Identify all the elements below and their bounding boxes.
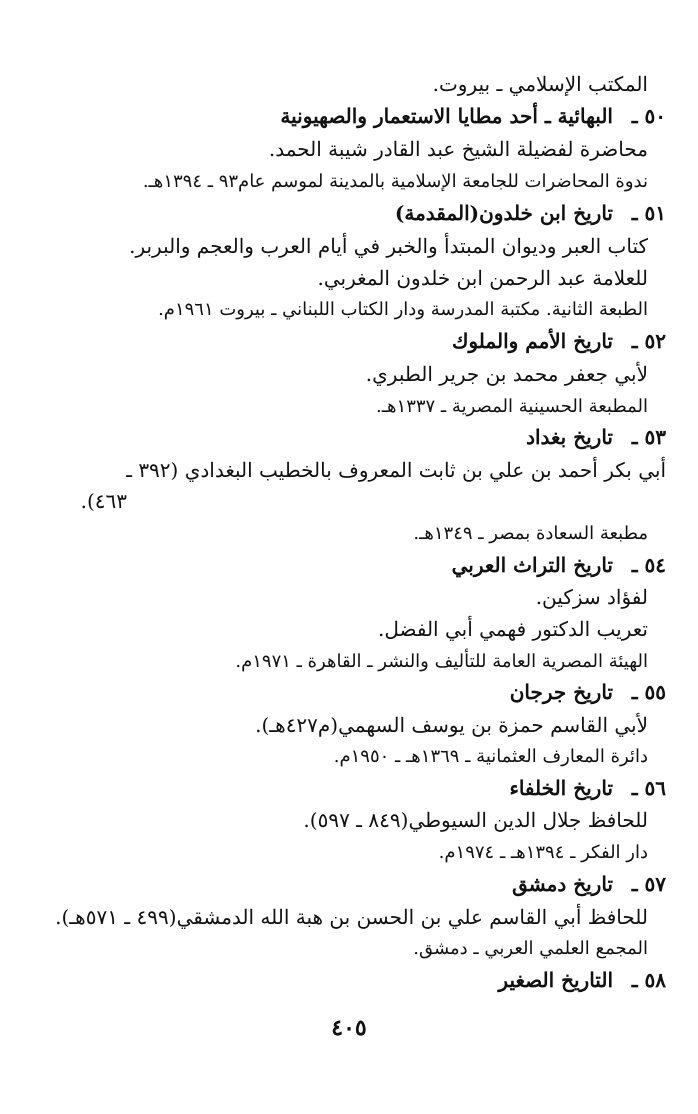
entry-number: ٥٦ ـ bbox=[631, 776, 666, 800]
text-line: تعريب الدكتور فهمي أبي الفضل. bbox=[378, 617, 648, 641]
page-number: ٤٠٥ bbox=[331, 1015, 367, 1041]
entry-title: تاريخ الخلفاء bbox=[509, 776, 613, 800]
text-line: أبي بكر أحمد بن علي بن ثابت المعروف بالخطيب البغدادي (٣٩٢ ـ bbox=[126, 458, 666, 482]
text-line: لأبي القاسم حمزة بن يوسف السهمي(م٤٢٧هـ). bbox=[255, 713, 648, 737]
entry-number: ٥٤ ـ bbox=[631, 553, 666, 577]
text-line: المكتب الإسلامي ـ بيروت. bbox=[432, 72, 648, 96]
entry-title: تاريخ بغداد bbox=[526, 425, 613, 449]
text-line: المطبعة الحسينية المصرية ـ ١٣٣٧هـ. bbox=[376, 396, 648, 417]
text-line: الطبعة الثانية. مكتبة المدرسة ودار الكتاب اللبناني ـ بيروت ١٩٦١م. bbox=[158, 299, 648, 320]
entry-title: تاريخ جرجان bbox=[509, 680, 613, 704]
text-line: دار الفكر ـ ١٣٩٤هـ ـ ١٩٧٤م. bbox=[438, 842, 648, 863]
text-line: للحافظ جلال الدين السيوطي(٨٤٩ ـ ٥٩٧). bbox=[303, 808, 648, 832]
entry-number: ٥٣ ـ bbox=[631, 425, 666, 449]
entry-number: ٥٢ ـ bbox=[631, 329, 666, 353]
text-line: ٤٦٣). bbox=[80, 489, 127, 513]
text-line: ندوة المحاضرات للجامعة الإسلامية بالمدينة لموسم عام٩٣ ـ ١٣٩٤هـ. bbox=[142, 171, 648, 192]
entry-title: تاريخ الأمم والملوك bbox=[451, 329, 613, 353]
entry-title: تاريخ التراث العربي bbox=[451, 553, 613, 577]
entry-title: التاريخ الصغير bbox=[498, 968, 613, 992]
text-line: للعلامة عبد الرحمن ابن خلدون المغربي. bbox=[317, 266, 648, 290]
text-line: مطبعة السعادة بمصر ـ ١٣٤٩هـ. bbox=[413, 523, 648, 544]
entry-number: ٥٨ ـ bbox=[631, 968, 666, 992]
entry-number: ٥١ ـ bbox=[631, 201, 666, 225]
entry-number: ٥٠ ـ bbox=[631, 104, 666, 128]
text-line: للحافظ أبي القاسم علي بن الحسن بن هبة الله الدمشقي(٤٩٩ ـ ٥٧١هـ). bbox=[55, 905, 648, 929]
text-line: لفؤاد سزكين. bbox=[535, 585, 648, 609]
text-line: دائرة المعارف العثمانية ـ ١٣٦٩هـ ـ ١٩٥٠م. bbox=[333, 746, 648, 767]
entry-title: تاريخ ابن خلدون(المقدمة) bbox=[394, 201, 613, 225]
text-line: كتاب العبر وديوان المبتدأ والخبر في أيام العرب والعجم والبربر. bbox=[129, 234, 648, 258]
entry-number: ٥٥ ـ bbox=[631, 680, 666, 704]
text-line: لأبي جعفر محمد بن جرير الطبري. bbox=[365, 362, 648, 386]
entry-title: تاريخ دمشق bbox=[512, 872, 613, 896]
text-line: المجمع العلمي العربي ـ دمشق. bbox=[413, 938, 648, 959]
entry-title: البهائية ـ أحد مطايا الاستعمار والصهيونية bbox=[280, 104, 613, 128]
text-line: محاضرة لفضيلة الشيخ عبد القادر شيبة الحمد. bbox=[268, 137, 648, 161]
entry-number: ٥٧ ـ bbox=[631, 872, 666, 896]
text-line: الهيئة المصرية العامة للتأليف والنشر ـ القاهرة ـ ١٩٧١م. bbox=[235, 651, 648, 672]
